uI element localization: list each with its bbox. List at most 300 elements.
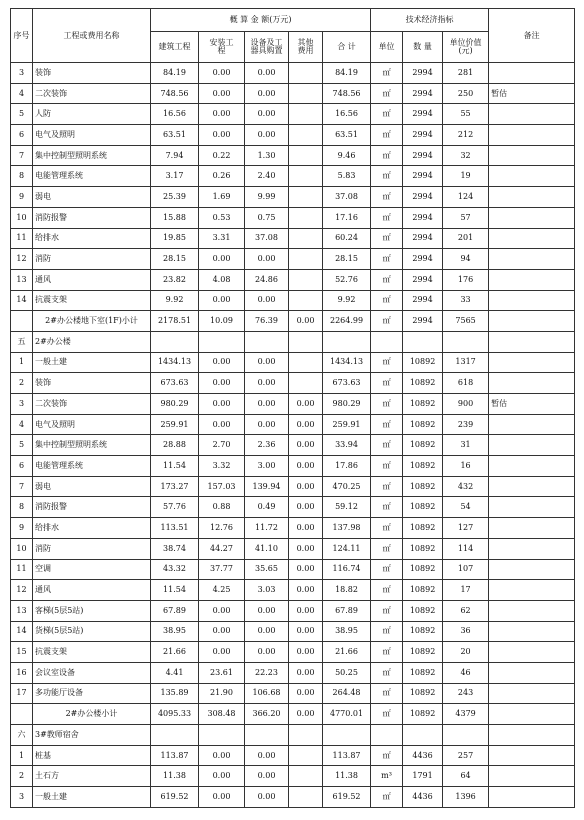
cell-other [289, 228, 323, 249]
cell-seq: 10 [11, 538, 33, 559]
cell-equipment: 0.00 [245, 621, 289, 642]
cell-remark [489, 373, 575, 394]
cell-install: 2.70 [199, 435, 245, 456]
cell-qty: 2994 [403, 207, 443, 228]
cell-total: 124.11 [323, 538, 371, 559]
cell-qty: 2994 [403, 125, 443, 146]
cell-unit: ㎡ [371, 559, 403, 580]
table-row [11, 683, 575, 704]
cell-unit: ㎡ [371, 269, 403, 290]
cell-total: 470.25 [323, 476, 371, 497]
cell-other [289, 269, 323, 290]
cell-remark [489, 745, 575, 766]
cell-total: 52.76 [323, 269, 371, 290]
cell-remark [489, 600, 575, 621]
cell-install: 0.00 [199, 104, 245, 125]
cell-unit [371, 725, 403, 746]
cell-install: 3.31 [199, 228, 245, 249]
cell-other [289, 331, 323, 352]
table-row [11, 559, 575, 580]
cell-remark [489, 476, 575, 497]
cell-install: 12.76 [199, 518, 245, 539]
cell-unit: ㎡ [371, 311, 403, 332]
cell-qty: 10892 [403, 497, 443, 518]
cell-remark [489, 104, 575, 125]
cell-total: 38.95 [323, 621, 371, 642]
cell-name: 集中控制型照明系统 [33, 435, 151, 456]
cell-install: 0.26 [199, 166, 245, 187]
cell-remark [489, 559, 575, 580]
cell-name: 电能管理系统 [33, 166, 151, 187]
header-equipment: 设备及工器具购置 [245, 32, 289, 63]
cell-seq: 8 [11, 497, 33, 518]
cell-construction: 19.85 [151, 228, 199, 249]
cell-other [289, 83, 323, 104]
cell-qty [403, 331, 443, 352]
cell-qty: 10892 [403, 559, 443, 580]
cell-qty: 2994 [403, 83, 443, 104]
cell-install: 0.00 [199, 766, 245, 787]
cell-remark [489, 269, 575, 290]
cell-install: 0.00 [199, 83, 245, 104]
cell-remark [489, 352, 575, 373]
cell-unit-value: 257 [443, 745, 489, 766]
cell-install: 157.03 [199, 476, 245, 497]
cell-total: 1434.13 [323, 352, 371, 373]
cell-qty: 10892 [403, 662, 443, 683]
table-row [11, 269, 575, 290]
cell-unit: ㎡ [371, 83, 403, 104]
cell-construction: 11.54 [151, 456, 199, 477]
cell-qty: 10892 [403, 600, 443, 621]
cell-total: 264.48 [323, 683, 371, 704]
cell-remark [489, 456, 575, 477]
cell-name: 弱电 [33, 476, 151, 497]
cell-unit-value: 900 [443, 394, 489, 415]
cell-unit: ㎡ [371, 600, 403, 621]
cell-name: 2#办公楼小计 [33, 704, 151, 725]
cell-remark [489, 331, 575, 352]
cell-seq: 11 [11, 228, 33, 249]
cell-other [289, 725, 323, 746]
cell-equipment: 22.23 [245, 662, 289, 683]
cell-seq: 3 [11, 63, 33, 84]
cell-unit-value: 31 [443, 435, 489, 456]
cell-name: 弱电 [33, 187, 151, 208]
cell-name: 通风 [33, 580, 151, 601]
cell-other: 0.00 [289, 394, 323, 415]
cell-construction: 43.32 [151, 559, 199, 580]
cell-name: 人防 [33, 104, 151, 125]
cell-construction: 21.66 [151, 642, 199, 663]
cell-install: 4.08 [199, 269, 245, 290]
cell-remark: 暂估 [489, 83, 575, 104]
cell-construction [151, 331, 199, 352]
cell-equipment: 366.20 [245, 704, 289, 725]
cell-qty: 10892 [403, 538, 443, 559]
table-row [11, 63, 575, 84]
cell-equipment: 0.00 [245, 373, 289, 394]
cell-unit: ㎡ [371, 538, 403, 559]
cell-unit-value: 19 [443, 166, 489, 187]
cell-seq: 14 [11, 621, 33, 642]
cell-equipment: 37.08 [245, 228, 289, 249]
cell-equipment: 0.00 [245, 249, 289, 270]
cell-other: 0.00 [289, 518, 323, 539]
cell-seq: 6 [11, 125, 33, 146]
cell-total: 259.91 [323, 414, 371, 435]
cell-unit-value: 124 [443, 187, 489, 208]
cell-remark [489, 725, 575, 746]
table-row [11, 725, 575, 746]
table-row [11, 580, 575, 601]
cell-seq: 7 [11, 145, 33, 166]
cell-qty: 10892 [403, 435, 443, 456]
cell-seq: 12 [11, 580, 33, 601]
table-row [11, 497, 575, 518]
header-construction: 建筑工程 [151, 32, 199, 63]
cell-name: 通风 [33, 269, 151, 290]
cell-unit: ㎡ [371, 518, 403, 539]
cell-construction: 11.54 [151, 580, 199, 601]
cell-install: 21.90 [199, 683, 245, 704]
table-row [11, 456, 575, 477]
cell-equipment: 0.00 [245, 63, 289, 84]
cell-seq: 2 [11, 373, 33, 394]
cell-remark [489, 228, 575, 249]
cell-name: 货梯(5层5站) [33, 621, 151, 642]
cell-total: 9.92 [323, 290, 371, 311]
cell-remark [489, 207, 575, 228]
cell-other [289, 207, 323, 228]
cell-unit: ㎡ [371, 228, 403, 249]
cell-seq: 5 [11, 435, 33, 456]
cell-seq: 1 [11, 352, 33, 373]
cell-total: 116.74 [323, 559, 371, 580]
cell-name: 一般土建 [33, 787, 151, 808]
cell-install: 0.00 [199, 63, 245, 84]
cell-other: 0.00 [289, 559, 323, 580]
header-name: 工程或费用名称 [33, 9, 151, 63]
cell-qty: 2994 [403, 104, 443, 125]
cell-other: 0.00 [289, 683, 323, 704]
cell-unit: m³ [371, 766, 403, 787]
header-qty: 数 量 [403, 32, 443, 63]
table-row [11, 290, 575, 311]
cell-unit: ㎡ [371, 125, 403, 146]
cell-qty: 1791 [403, 766, 443, 787]
header-install: 安装工程 [199, 32, 245, 63]
cell-total: 980.29 [323, 394, 371, 415]
cell-total [323, 331, 371, 352]
cell-seq [11, 311, 33, 332]
cell-other [289, 145, 323, 166]
cell-total: 9.46 [323, 145, 371, 166]
cell-name: 空调 [33, 559, 151, 580]
cell-equipment: 41.10 [245, 538, 289, 559]
cell-construction: 57.76 [151, 497, 199, 518]
cell-name: 一般土建 [33, 352, 151, 373]
cell-qty: 4436 [403, 745, 443, 766]
header-tech-group: 技术经济指标 [371, 9, 489, 32]
cell-qty: 2994 [403, 187, 443, 208]
cell-unit: ㎡ [371, 207, 403, 228]
cell-seq: 9 [11, 187, 33, 208]
cell-unit-value: 94 [443, 249, 489, 270]
cell-construction: 11.38 [151, 766, 199, 787]
cell-install: 4.25 [199, 580, 245, 601]
header-estimate-group: 概 算 金 额(万元) [151, 9, 371, 32]
cell-seq: 3 [11, 787, 33, 808]
cell-equipment: 0.00 [245, 766, 289, 787]
cell-total: 4770.01 [323, 704, 371, 725]
cell-remark [489, 518, 575, 539]
cell-name: 二次装饰 [33, 83, 151, 104]
cell-qty: 10892 [403, 394, 443, 415]
cell-other: 0.00 [289, 476, 323, 497]
cell-unit-value: 1317 [443, 352, 489, 373]
cell-remark [489, 311, 575, 332]
cell-unit: ㎡ [371, 290, 403, 311]
cell-name: 装饰 [33, 63, 151, 84]
cell-unit-value: 46 [443, 662, 489, 683]
cell-total: 50.25 [323, 662, 371, 683]
cell-install: 0.00 [199, 394, 245, 415]
cell-unit: ㎡ [371, 497, 403, 518]
cell-install: 0.00 [199, 249, 245, 270]
cell-equipment: 139.94 [245, 476, 289, 497]
cell-seq: 12 [11, 249, 33, 270]
cell-name: 消防 [33, 249, 151, 270]
cell-total: 748.56 [323, 83, 371, 104]
cell-remark [489, 125, 575, 146]
cell-install: 37.77 [199, 559, 245, 580]
cell-qty: 2994 [403, 269, 443, 290]
subtotal-row [11, 311, 575, 332]
cell-install: 0.00 [199, 373, 245, 394]
cell-unit-value: 7565 [443, 311, 489, 332]
cell-name: 3#教师宿舍 [33, 725, 151, 746]
cell-equipment: 0.00 [245, 125, 289, 146]
cell-other: 0.00 [289, 704, 323, 725]
cell-equipment: 1.30 [245, 145, 289, 166]
cell-total: 67.89 [323, 600, 371, 621]
cell-seq: 5 [11, 104, 33, 125]
cell-unit-value: 281 [443, 63, 489, 84]
cell-equipment: 2.40 [245, 166, 289, 187]
cell-unit-value: 176 [443, 269, 489, 290]
cell-unit-value: 33 [443, 290, 489, 311]
cell-equipment [245, 725, 289, 746]
cell-unit-value: 107 [443, 559, 489, 580]
table-row [11, 518, 575, 539]
cell-construction: 135.89 [151, 683, 199, 704]
cell-unit: ㎡ [371, 63, 403, 84]
cell-equipment: 0.00 [245, 787, 289, 808]
cell-other: 0.00 [289, 621, 323, 642]
cell-qty: 2994 [403, 311, 443, 332]
cell-name: 装饰 [33, 373, 151, 394]
cell-remark: 暂估 [489, 394, 575, 415]
cell-construction: 38.95 [151, 621, 199, 642]
cell-other: 0.00 [289, 538, 323, 559]
cell-qty: 2994 [403, 228, 443, 249]
cell-seq: 13 [11, 269, 33, 290]
cell-install [199, 725, 245, 746]
cell-unit: ㎡ [371, 414, 403, 435]
cell-other: 0.00 [289, 642, 323, 663]
cell-equipment: 2.36 [245, 435, 289, 456]
cell-unit: ㎡ [371, 104, 403, 125]
cell-unit: ㎡ [371, 145, 403, 166]
cell-other [289, 352, 323, 373]
table-row [11, 166, 575, 187]
cell-qty: 10892 [403, 414, 443, 435]
cell-unit-value: 36 [443, 621, 489, 642]
cell-total: 17.16 [323, 207, 371, 228]
cell-total: 33.94 [323, 435, 371, 456]
cell-seq: 3 [11, 394, 33, 415]
cell-remark [489, 497, 575, 518]
cell-install: 44.27 [199, 538, 245, 559]
cell-qty [403, 725, 443, 746]
cell-install: 0.00 [199, 745, 245, 766]
header-remark: 备注 [489, 9, 575, 63]
table-row [11, 787, 575, 808]
table-row [11, 600, 575, 621]
cell-total: 137.98 [323, 518, 371, 539]
cell-construction: 673.63 [151, 373, 199, 394]
cell-seq: 17 [11, 683, 33, 704]
table-row [11, 394, 575, 415]
cell-name: 2#办公楼地下室(1F)小计 [33, 311, 151, 332]
cell-unit-value: 16 [443, 456, 489, 477]
cell-qty: 10892 [403, 580, 443, 601]
cell-total: 2264.99 [323, 311, 371, 332]
cell-name: 多功能厅设备 [33, 683, 151, 704]
table-row [11, 476, 575, 497]
cell-unit-value: 55 [443, 104, 489, 125]
cell-remark [489, 187, 575, 208]
cell-total: 63.51 [323, 125, 371, 146]
cell-seq: 六 [11, 725, 33, 746]
cell-construction: 113.87 [151, 745, 199, 766]
cell-other [289, 166, 323, 187]
cell-construction: 84.19 [151, 63, 199, 84]
cell-unit: ㎡ [371, 373, 403, 394]
cell-total: 619.52 [323, 787, 371, 808]
cell-unit-value [443, 725, 489, 746]
cell-unit: ㎡ [371, 476, 403, 497]
table-row [11, 745, 575, 766]
cell-total: 60.24 [323, 228, 371, 249]
cell-construction: 15.88 [151, 207, 199, 228]
cell-construction: 4095.33 [151, 704, 199, 725]
header-unit: 单位 [371, 32, 403, 63]
cell-construction: 113.51 [151, 518, 199, 539]
cell-remark [489, 704, 575, 725]
cell-qty: 10892 [403, 518, 443, 539]
cell-install: 0.00 [199, 600, 245, 621]
cell-remark [489, 145, 575, 166]
cell-other: 0.00 [289, 662, 323, 683]
cell-unit [371, 331, 403, 352]
cell-unit-value: 201 [443, 228, 489, 249]
cell-install: 0.00 [199, 290, 245, 311]
cell-seq: 8 [11, 166, 33, 187]
cell-name: 土石方 [33, 766, 151, 787]
table-row [11, 373, 575, 394]
cell-other: 0.00 [289, 435, 323, 456]
cell-equipment: 24.86 [245, 269, 289, 290]
cell-remark [489, 787, 575, 808]
cell-other [289, 249, 323, 270]
header-total: 合 计 [323, 32, 371, 63]
cell-seq: 15 [11, 642, 33, 663]
cell-other [289, 373, 323, 394]
cell-install: 10.09 [199, 311, 245, 332]
cell-seq: 7 [11, 476, 33, 497]
cell-remark [489, 683, 575, 704]
cell-total: 59.12 [323, 497, 371, 518]
cell-install: 0.00 [199, 352, 245, 373]
cell-other: 0.00 [289, 456, 323, 477]
cell-qty: 4436 [403, 787, 443, 808]
cell-unit-value: 57 [443, 207, 489, 228]
table-row [11, 187, 575, 208]
cell-unit-value: 432 [443, 476, 489, 497]
cell-unit-value: 54 [443, 497, 489, 518]
cell-remark [489, 435, 575, 456]
cell-equipment: 0.00 [245, 414, 289, 435]
cell-unit-value: 1396 [443, 787, 489, 808]
cell-unit: ㎡ [371, 166, 403, 187]
cell-seq: 16 [11, 662, 33, 683]
cell-unit: ㎡ [371, 745, 403, 766]
cell-seq: 14 [11, 290, 33, 311]
table-row [11, 125, 575, 146]
table-row [11, 331, 575, 352]
table-row [11, 249, 575, 270]
cell-unit: ㎡ [371, 621, 403, 642]
cell-unit: ㎡ [371, 683, 403, 704]
cell-equipment: 0.00 [245, 745, 289, 766]
cell-remark [489, 662, 575, 683]
cell-unit-value: 239 [443, 414, 489, 435]
header-unit-value: 单位价值(元) [443, 32, 489, 63]
cell-seq: 11 [11, 559, 33, 580]
cell-unit: ㎡ [371, 352, 403, 373]
cell-install [199, 331, 245, 352]
cell-name: 客梯(5层5站) [33, 600, 151, 621]
cell-unit-value: 250 [443, 83, 489, 104]
cell-construction: 28.15 [151, 249, 199, 270]
cell-other: 0.00 [289, 497, 323, 518]
cell-install: 0.00 [199, 787, 245, 808]
cell-seq: 13 [11, 600, 33, 621]
cell-qty: 2994 [403, 249, 443, 270]
cell-install: 23.61 [199, 662, 245, 683]
cell-seq: 4 [11, 414, 33, 435]
cell-remark [489, 538, 575, 559]
cell-equipment: 0.49 [245, 497, 289, 518]
table-row [11, 621, 575, 642]
table-row [11, 83, 575, 104]
cell-install: 0.00 [199, 621, 245, 642]
cell-name: 集中控制型照明系统 [33, 145, 151, 166]
cell-unit: ㎡ [371, 456, 403, 477]
cell-name: 消防报警 [33, 207, 151, 228]
